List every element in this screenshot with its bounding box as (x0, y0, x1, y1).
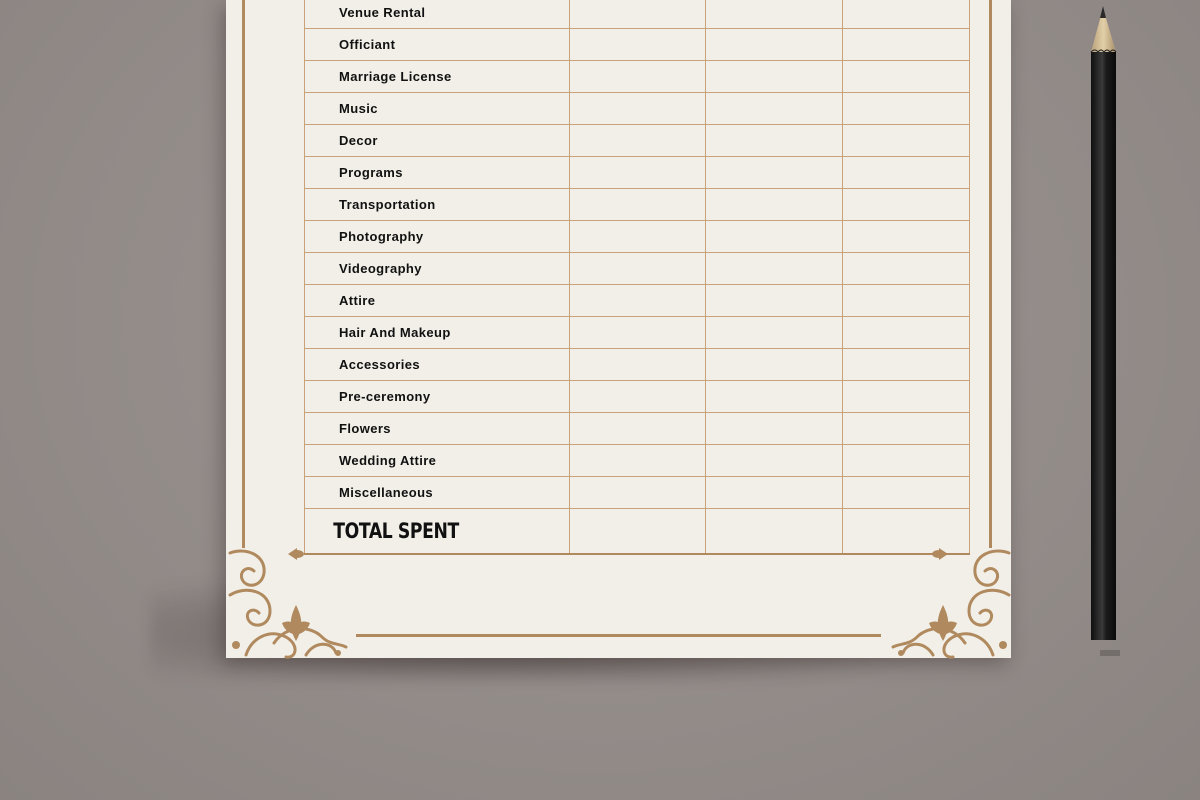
budget-row-label: Hair And Makeup (305, 317, 570, 349)
budget-row-label: Marriage License (305, 61, 570, 93)
budget-row (305, 125, 970, 157)
flourish-corner-icon (888, 545, 1013, 660)
budget-row-label: Venue Rental (305, 0, 570, 29)
budget-entry-cell[interactable] (570, 189, 706, 221)
budget-row-label: Wedding Attire (305, 445, 570, 477)
budget-row-label: Accessories (305, 349, 570, 381)
budget-entry-cell[interactable] (706, 381, 843, 413)
budget-row-label: Programs (305, 157, 570, 189)
budget-row (305, 93, 970, 125)
budget-entry-cell[interactable] (843, 189, 970, 221)
budget-entry-cell[interactable] (843, 61, 970, 93)
budget-entry-cell[interactable] (843, 221, 970, 253)
budget-entry-cell[interactable] (843, 253, 970, 285)
budget-row (305, 349, 970, 381)
budget-entry-cell[interactable] (706, 349, 843, 381)
budget-entry-cell[interactable] (570, 0, 706, 29)
budget-entry-cell[interactable] (570, 125, 706, 157)
budget-entry-cell[interactable] (706, 125, 843, 157)
budget-entry-cell[interactable] (570, 29, 706, 61)
budget-row (305, 445, 970, 477)
budget-entry-cell[interactable] (570, 285, 706, 317)
budget-entry-cell[interactable] (706, 317, 843, 349)
budget-entry-cell[interactable] (843, 285, 970, 317)
budget-row-label: Miscellaneous (305, 477, 570, 509)
budget-entry-cell[interactable] (570, 253, 706, 285)
budget-entry-cell[interactable] (706, 0, 843, 29)
budget-entry-cell[interactable] (706, 285, 843, 317)
fleur-de-lis-icon (287, 544, 305, 564)
pencil-icon (1086, 0, 1126, 660)
frame-left-border (242, 0, 245, 548)
budget-entry-cell[interactable] (706, 61, 843, 93)
budget-row-label: Flowers (305, 413, 570, 445)
total-row (305, 509, 970, 555)
budget-row (305, 253, 970, 285)
budget-entry-cell[interactable] (570, 381, 706, 413)
budget-row (305, 157, 970, 189)
budget-entry-cell[interactable] (843, 349, 970, 381)
budget-entry-cell[interactable] (706, 29, 843, 61)
budget-entry-cell[interactable] (706, 221, 843, 253)
total-entry-cell[interactable] (570, 509, 706, 555)
budget-row (305, 189, 970, 221)
budget-row-label: Decor (305, 125, 570, 157)
budget-entry-cell[interactable] (843, 413, 970, 445)
budget-row-label: Videography (305, 253, 570, 285)
budget-entry-cell[interactable] (843, 477, 970, 509)
budget-row (305, 477, 970, 509)
budget-row (305, 413, 970, 445)
budget-row-label: Pre-ceremony (305, 381, 570, 413)
budget-row-label: Officiant (305, 29, 570, 61)
budget-entry-cell[interactable] (570, 445, 706, 477)
budget-entry-cell[interactable] (570, 157, 706, 189)
budget-entry-cell[interactable] (706, 253, 843, 285)
budget-entry-cell[interactable] (706, 93, 843, 125)
budget-entry-cell[interactable] (570, 477, 706, 509)
budget-entry-cell[interactable] (706, 413, 843, 445)
budget-entry-cell[interactable] (570, 93, 706, 125)
budget-entry-cell[interactable] (706, 189, 843, 221)
budget-row-label: Attire (305, 285, 570, 317)
total-spent-label: TOTAL SPENT (305, 509, 522, 555)
budget-row (305, 317, 970, 349)
budget-entry-cell[interactable] (570, 413, 706, 445)
budget-entry-cell[interactable] (706, 445, 843, 477)
budget-entry-cell[interactable] (843, 157, 970, 189)
total-entry-cell[interactable] (706, 509, 843, 555)
frame-bottom-border (356, 634, 881, 637)
budget-entry-cell[interactable] (843, 445, 970, 477)
budget-entry-cell[interactable] (843, 381, 970, 413)
budget-row (305, 29, 970, 61)
budget-row (305, 285, 970, 317)
budget-row (305, 0, 970, 29)
budget-entry-cell[interactable] (570, 61, 706, 93)
budget-entry-cell[interactable] (843, 125, 970, 157)
budget-entry-cell[interactable] (843, 317, 970, 349)
budget-row-label: Photography (305, 221, 570, 253)
budget-entry-cell[interactable] (843, 29, 970, 61)
budget-entry-cell[interactable] (843, 0, 970, 29)
frame-right-border (989, 0, 992, 548)
fleur-de-lis-icon (931, 544, 949, 564)
budget-entry-cell[interactable] (843, 93, 970, 125)
budget-row (305, 61, 970, 93)
budget-row (305, 221, 970, 253)
budget-entry-cell[interactable] (706, 157, 843, 189)
budget-entry-cell[interactable] (570, 349, 706, 381)
budget-row-label: Transportation (305, 189, 570, 221)
budget-row (305, 381, 970, 413)
budget-entry-cell[interactable] (706, 477, 843, 509)
budget-sheet (226, 0, 1011, 658)
budget-table (304, 0, 970, 555)
budget-row-label: Music (305, 93, 570, 125)
budget-entry-cell[interactable] (570, 317, 706, 349)
budget-entry-cell[interactable] (570, 221, 706, 253)
